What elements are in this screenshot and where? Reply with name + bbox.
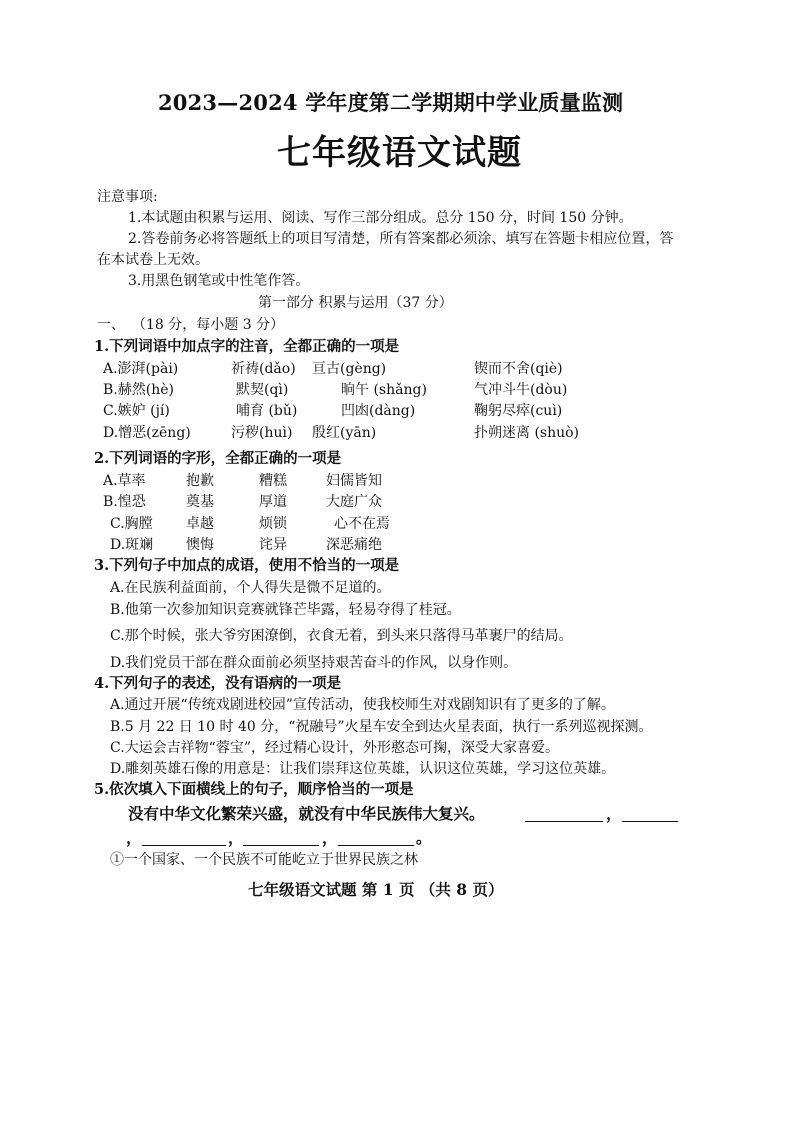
q2-stem: 2.下列词语的字形，全都正确的一项是 xyxy=(94,450,342,467)
q1-d1: D.憎恶(zēng) xyxy=(103,425,191,441)
q5-sentence: 没有中华文化繁荣兴盛，就没有中华民族伟大复兴。 xyxy=(128,804,485,823)
q4-option-b: B.5 月 22 日 10 时 40 分，“祝融号”火星车安全到达火星表面，执行一系列巡视探测。 xyxy=(110,719,653,735)
q2-c2: 卓越 xyxy=(186,516,214,532)
q3-option-d: D.我们党员干部在群众面前必须坚持艰苦奋斗的作风，以身作则。 xyxy=(110,655,518,671)
q5-blank-1 xyxy=(525,806,603,822)
q5-comma-2: ， xyxy=(126,828,142,847)
q2-b3: 厚道 xyxy=(259,494,287,510)
q3-option-a: A.在民族利益面前，个人得失是微不足道的。 xyxy=(110,580,391,596)
q5-blank-3 xyxy=(142,830,226,846)
q1-b1: B.赫然(hè) xyxy=(103,382,174,398)
part1-title: 第一部分 积累与运用（37 分） xyxy=(258,295,453,311)
q5-comma-1: ， xyxy=(606,804,622,823)
q2-d4: 深恶痛绝 xyxy=(326,537,382,553)
q1-a1: A.澎湃(pài) xyxy=(103,361,179,377)
q4-option-c: C.大运会吉祥物“蓉宝”，经过精心设计，外形憨态可掬，深受大家喜爱。 xyxy=(110,740,559,756)
q1-c3: 凹凼(dàng) xyxy=(341,403,416,419)
page-footer: 七年级语文试题 第 1 页 （共 8 页） xyxy=(248,880,504,899)
q4-stem: 4.下列句子的表述，没有语病的一项是 xyxy=(94,675,342,692)
q5-blank-2 xyxy=(622,806,678,822)
subject-title: 七年级语文试题 xyxy=(277,133,522,173)
q2-a1: A.草率 xyxy=(103,473,146,489)
q2-a3: 糟糕 xyxy=(259,473,287,489)
q5-blank-4 xyxy=(243,830,319,846)
q2-d3: 诧异 xyxy=(259,537,287,553)
section-number: 一、 xyxy=(97,317,125,333)
q2-c4: 心不在焉 xyxy=(334,516,390,532)
q3-stem: 3.下列句子中加点的成语，使用不恰当的一项是 xyxy=(94,557,400,574)
q1-b4: 气冲斗牛(dòu) xyxy=(474,382,568,398)
notice-item-2: 2.答卷前务必将答题纸上的项目写清楚，所有答案都必须涂、填写在答题卡相应位置，答 xyxy=(128,231,674,247)
q3-option-b: B.他第一次参加知识竞赛就锋芒毕露，轻易夺得了桂冠。 xyxy=(110,602,461,618)
q1-d3: 殷红(yān) xyxy=(312,425,377,441)
q5-item-1: ①一个国家、一个民族不可能屹立于世界民族之林 xyxy=(110,852,418,868)
q1-c2: 哺育 (bǔ) xyxy=(236,403,298,419)
q1-a3: 亘古(gèng) xyxy=(312,361,387,377)
q3-option-c: C.那个时候，张大爷穷困潦倒，衣食无着，到头来只落得马革裹尸的结局。 xyxy=(110,628,573,644)
q5-comma-4: ， xyxy=(322,828,338,847)
exam-title: 2023—2024 学年度第二学期期中学业质量监测 xyxy=(158,90,624,115)
q2-a4: 妇儒皆知 xyxy=(326,473,382,489)
section-score: （18 分，每小题 3 分） xyxy=(132,317,285,333)
q2-b1: B.惶恐 xyxy=(103,494,146,510)
q4-option-d: D.雕刻英雄石像的用意是：让我们崇拜这位英雄，认识这位英雄，学习这位英雄。 xyxy=(110,761,616,777)
q2-c3: 烦锁 xyxy=(259,516,287,532)
q1-b3: 晌午 (shǎng) xyxy=(341,382,427,398)
q1-a4: 锲而不舍(qiè) xyxy=(474,361,563,377)
notice-item-1: 1.本试题由积累与运用、阅读、写作三部分组成。总分 150 分，时间 150 分钟。 xyxy=(128,210,633,226)
q5-comma-3: ， xyxy=(228,828,244,847)
q1-d4: 扑朔迷离 (shuò) xyxy=(474,425,580,441)
q2-b4: 大庭广众 xyxy=(326,494,382,510)
q1-b2: 默契(qì) xyxy=(236,382,289,398)
notice-item-3: 3.用黑色钢笔或中性笔作答。 xyxy=(128,273,310,289)
q1-c4: 鞠躬尽瘁(cuì) xyxy=(474,403,563,419)
q2-c1: C.胸膛 xyxy=(110,516,153,532)
q1-d2: 污秽(huì) xyxy=(231,425,293,441)
q1-a2: 祈祷(dǎo) xyxy=(231,361,296,377)
q4-option-a: A.通过开展“传统戏剧进校园”宣传活动，使我校师生对戏剧知识有了更多的了解。 xyxy=(110,697,615,713)
q2-b2: 奠基 xyxy=(186,494,214,510)
q5-period: 。 xyxy=(416,828,432,847)
q2-a2: 抱歉 xyxy=(186,473,214,489)
q2-d2: 懊悔 xyxy=(186,537,214,553)
q1-c1: C.嫉妒 (jí) xyxy=(103,403,170,419)
notice-item-2-cont: 在本试卷上无效。 xyxy=(97,252,209,268)
notice-heading: 注意事项: xyxy=(97,189,158,205)
q1-stem: 1.下列词语中加点字的注音，全都正确的一项是 xyxy=(94,338,400,355)
q5-blank-5 xyxy=(338,830,414,846)
q2-d1: D.斑斓 xyxy=(110,537,154,553)
q5-stem: 5.依次填入下面横线上的句子，顺序恰当的一项是 xyxy=(94,781,414,798)
